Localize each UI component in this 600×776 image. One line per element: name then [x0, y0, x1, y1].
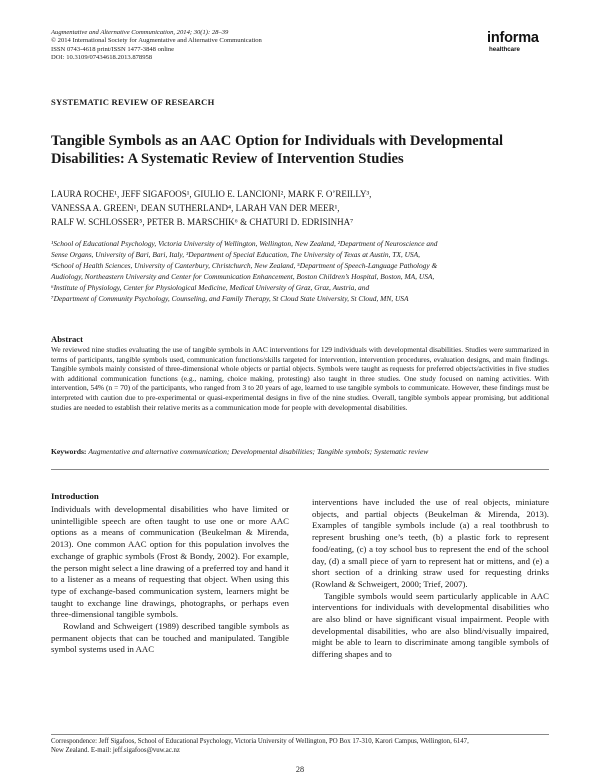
doi-line: DOI: 10.3109/07434618.2013.878958 — [51, 53, 153, 61]
affiliation-line: ⁶Institute of Physiology, Center for Physiological Medicine, Medical University of Graz, Graz, Austria, and — [51, 283, 370, 292]
copyright-line: © 2014 International Society for Augmentative and Alternative Communication — [51, 37, 262, 45]
page-number: 28 — [295, 765, 305, 774]
author-list — [51, 187, 561, 229]
affiliation-line: Sense Organs, University of Bari, Bari, Italy, ³Department of Special Education, The University of Texas at Austin, TX, USA, — [51, 250, 420, 259]
right-column — [312, 497, 549, 661]
keywords — [51, 447, 551, 457]
keywords-label: Keywords: — [51, 447, 87, 456]
author-line: RALF W. SCHLOSSER⁵, PETER B. MARSCHIK⁶ & CHATURI D. EDRISINHA⁷ — [51, 217, 354, 227]
footnote-divider — [51, 734, 549, 735]
journal-metadata — [51, 29, 471, 62]
journal-citation: Augmentative and Alternative Communication, 2014; 30(1): 28–39 — [51, 29, 229, 36]
footnote-line: New Zealand. E-mail: jeff.sigafoos@vuw.ac.nz — [51, 746, 180, 754]
logo-brand: informa — [487, 30, 539, 46]
footnote-line: Correspondence: Jeff Sigafoos, School of Educational Psychology, Victoria University of Wellington, PO Box 17-310, Karori Campus, Wellington, 6147, — [51, 738, 469, 745]
paragraph: Rowland and Schweigert (1989) described tangible symbols as permanent objects that can be touched and manipulated. Tangible symbol systems used in AAC — [51, 621, 289, 655]
correspondence-footnote — [51, 738, 551, 755]
author-line: VANESSA A. GREEN¹, DEAN SUTHERLAND⁴, LARAH VAN DER MEER¹, — [51, 203, 340, 213]
affiliation-line: Audiology, Northeastern University and Center for Communication Enhancement, Boston Children’s Hospital, Boston, MA, USA, — [51, 272, 435, 281]
affiliations — [51, 238, 556, 304]
issn-line: ISSN 0743-4618 print/ISSN 1477-3848 online — [51, 45, 175, 53]
affiliation-line: ⁴School of Health Sciences, University of Canterbury, Christchurch, New Zealand, ⁵Department of Speech-Language Pathology & — [51, 261, 438, 270]
publisher-logo — [487, 31, 557, 54]
paragraph: Individuals with developmental disabilities who have limited or unintelligible speech are often taught to use one or more AAC options as a means of communication (Beukelman & Mirenda, 2013). One common AAC option for this population involves the exchange of graphic symbols (Frost & Bondy, 2002). For example, the person might select a line drawing of a preferred toy and hand it to a listener as a means of requesting that object. When using this type of exchange-based communication system, learners might be taught to exchange line drawings, photographs, or perhaps even three-dimensional tangible symbols. — [51, 504, 289, 620]
abstract-heading: Abstract — [51, 334, 83, 344]
left-column — [51, 504, 289, 656]
logo-sub: healthcare — [489, 46, 520, 53]
paragraph: interventions have included the use of real objects, miniature objects, and partial objects (Beukelman & Mirenda, 2013). Examples of tangible symbols include (a) a real toothbrush to represent brushing one’s teeth, (b) a plastic fork to represent food/eating, (c) a toy school bus to represent the end of the school day, (d) a small piece of yarn to represent hat or mittens, and (e) a short section of a drinking straw used for requesting drinks (Rowland & Schweigert, 2000; Trief, 2007). — [312, 497, 549, 589]
article-title: Tangible Symbols as an AAC Option for Individuals with Developmental Disabilities: A Systematic Review of Intervention Studies — [51, 133, 504, 167]
affiliation-line: ¹School of Educational Psychology, Victoria University of Wellington, Wellington, New Zealand, ²Department of Neuroscience and — [51, 239, 438, 248]
introduction-heading: Introduction — [51, 491, 99, 501]
paragraph: Tangible symbols would seem particularly applicable in AAC interventions for individuals with developmental disabilities who are also blind or have significant visual impairment. People with developmental disabilities, who are also blind/visually impaired, might be able to learn to discriminate among tangible symbols of differing shapes and to — [312, 590, 549, 660]
affiliation-line: ⁷Department of Community Psychology, Counseling, and Family Therapy, St Cloud State University, St Cloud, MN, USA — [51, 294, 409, 303]
section-label: SYSTEMATIC REVIEW OF RESEARCH — [51, 97, 215, 107]
divider — [51, 469, 549, 470]
abstract-text: We reviewed nine studies evaluating the use of tangible symbols in AAC interventions for 129 individuals with developmental disabilities. Studies were summarized in terms of participants, tangible symbols used, communication functions/skills targeted for intervention, intervention procedures, evaluation designs, and main findings. Tangible symbols mainly consisted of three-dimensional whole objects or partial objects. Symbols were taught as requests for preferred objects/activities in five studies with additional communication functions (e.g., naming, choice making, protesting) also taught in three studies. One study focused on naming activities. With intervention, 54% (n = 70) of the participants, who ranged from 3 to 20 years of age, learned to use tangible symbols to communicate. However, these findings must be interpreted with caution due to pre-experimental or quasi-experimental designs in five of the nine studies. Overall, tangible symbols appear promising, but additional studies are needed to establish their relative merits as a communication mode for people with developmental disabilities. — [51, 345, 549, 412]
keywords-text: Augmentative and alternative communication; Developmental disabilities; Tangible symbols; Systematic review — [88, 447, 429, 456]
author-line: LAURA ROCHE¹, JEFF SIGAFOOS¹, GIULIO E. LANCIONI², MARK F. O’REILLY³, — [51, 189, 372, 199]
